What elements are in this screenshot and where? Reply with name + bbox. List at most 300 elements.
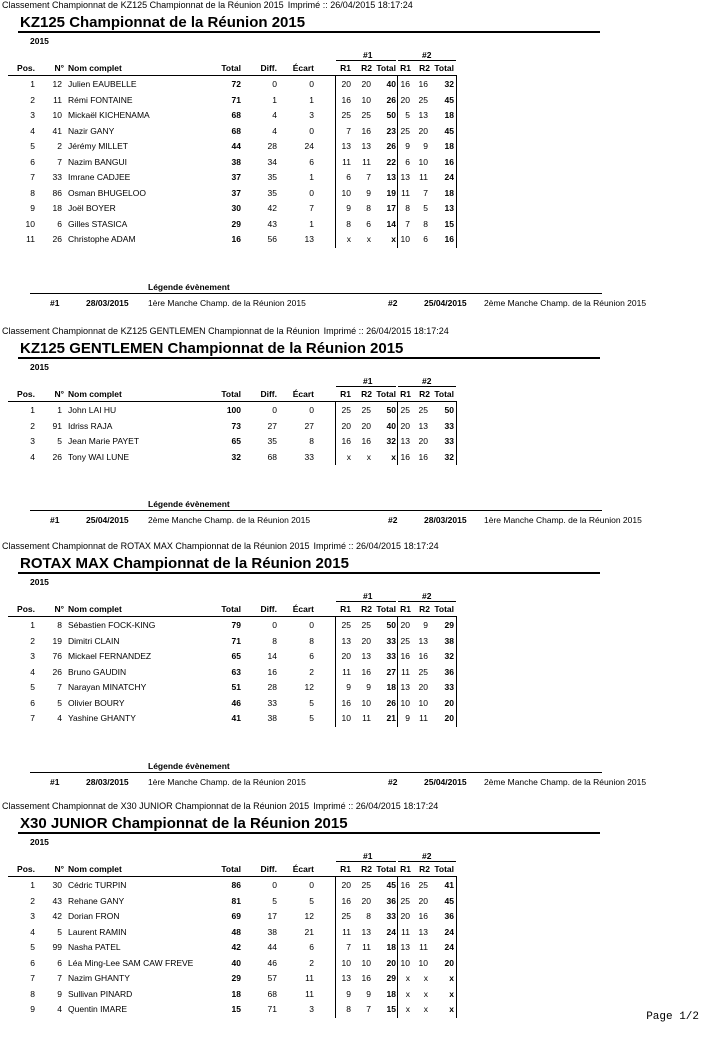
cell-pos: 3	[30, 110, 35, 120]
section-title: KZ125 Championnat de la Réunion 2015	[20, 14, 306, 31]
cell-total-e1: 45	[386, 880, 396, 890]
results-table	[0, 403, 723, 465]
cell-diff: 35	[267, 187, 277, 198]
cell-total: 69	[231, 911, 241, 921]
cell-r2-e1: 9	[366, 988, 371, 999]
legend-event-desc: 1ère Manche Champ. de la Réunion 2015	[148, 776, 306, 787]
cell-r1-e2: 8	[405, 203, 410, 213]
legend-event-id: #1	[50, 297, 60, 308]
cell-number: 7	[57, 156, 62, 167]
cell-pos: 5	[30, 682, 35, 692]
cell-r2-e1: 16	[361, 666, 371, 677]
column-header-diff: Diff.	[260, 604, 277, 614]
cell-r2-e2: 10	[418, 156, 428, 167]
cell-total-e1: 40	[386, 420, 396, 431]
cell-diff: 8	[272, 635, 277, 646]
cell-full-name: Dorian FRON	[68, 911, 120, 921]
cell-number: 76	[52, 651, 62, 661]
cell-total-e2: 32	[444, 451, 454, 462]
cell-r1-e2: 16	[400, 651, 410, 661]
cell-r1-e2: 11	[401, 187, 410, 198]
table-row	[0, 987, 723, 1003]
cell-full-name: Rémi FONTAINE	[68, 94, 133, 105]
cell-r1-e1: 20	[341, 79, 351, 89]
cell-r1-e2: 16	[400, 451, 410, 462]
table-row	[0, 77, 723, 93]
cell-r1-e2: 9	[405, 141, 410, 151]
cell-r2-e2: 7	[423, 187, 428, 198]
cell-r1-e1: 20	[341, 420, 351, 431]
cell-diff: 68	[267, 988, 277, 999]
cell-total-e2: 15	[444, 218, 454, 229]
cell-total-e1: 26	[386, 94, 396, 105]
cell-r1-e1: 25	[341, 405, 351, 415]
cell-total-e2: 16	[444, 234, 454, 244]
results-table	[0, 77, 723, 248]
table-row	[0, 1002, 723, 1018]
column-header-pos: Pos.	[17, 864, 35, 874]
cell-r2-e2: 20	[418, 436, 428, 446]
cell-r1-e2: x	[405, 1004, 410, 1014]
table-row	[0, 680, 723, 696]
cell-total: 29	[231, 218, 241, 229]
table-row	[0, 649, 723, 665]
cell-full-name: Olivier BOURY	[68, 697, 125, 708]
column-header-r1-e1: R1	[340, 63, 351, 73]
column-headers	[0, 63, 723, 74]
cell-pos: 4	[30, 926, 35, 937]
cell-pos: 1	[30, 79, 35, 89]
cell-total-e1: 26	[386, 697, 396, 708]
cell-r1-e1: x	[346, 234, 351, 244]
results-table	[0, 878, 723, 1018]
cell-pos: 7	[30, 713, 35, 723]
cell-full-name: Rehane GANY	[68, 895, 125, 906]
cell-r2-e2: 20	[418, 895, 428, 906]
cell-pos: 3	[30, 436, 35, 446]
cell-diff: 4	[272, 125, 277, 136]
group-rule	[336, 861, 396, 862]
legend-event-date: 25/04/2015	[424, 776, 467, 787]
cell-total: 51	[231, 682, 241, 692]
cell-pos: 6	[30, 697, 35, 708]
column-headers	[0, 864, 723, 875]
table-row	[0, 217, 723, 233]
cell-diff: 5	[272, 895, 277, 906]
table-row	[0, 878, 723, 894]
cell-pos: 3	[30, 911, 35, 921]
cell-r2-e2: 10	[418, 697, 428, 708]
cell-gap: 6	[309, 942, 314, 952]
cell-number: 43	[52, 895, 62, 906]
cell-total: 72	[231, 79, 241, 89]
column-header-number: N°	[54, 63, 64, 73]
cell-pos: 10	[25, 218, 35, 229]
cell-pos: 2	[30, 635, 35, 646]
column-header-r1-e1: R1	[340, 389, 351, 399]
column-header-diff: Diff.	[260, 864, 277, 874]
cell-diff: 42	[267, 203, 277, 213]
title-rule	[18, 31, 600, 33]
title-rule	[18, 572, 600, 574]
column-header-total: Total	[221, 389, 241, 399]
cell-total-e2: 24	[444, 942, 454, 952]
cell-r1-e1: 11	[342, 156, 351, 167]
cell-total: 86	[231, 880, 241, 890]
cell-r1-e1: 10	[341, 957, 351, 968]
cell-full-name: Jean Marie PAYET	[68, 436, 140, 446]
cell-r2-e2: 9	[423, 141, 428, 151]
cell-r2-e2: 6	[423, 234, 428, 244]
column-header-total-e2: Total	[434, 864, 454, 874]
column-header-total-e1: Total	[376, 604, 396, 614]
cell-total-e2: 13	[444, 203, 454, 213]
cell-r2-e1: 13	[361, 651, 371, 661]
table-row	[0, 696, 723, 712]
group-rule	[398, 386, 456, 387]
group-rule	[398, 861, 456, 862]
cell-total-e2: 18	[444, 141, 454, 151]
printed-date: Imprimé :: 26/04/2015 18:17:24	[323, 326, 449, 336]
event-group-1: #1	[363, 851, 373, 861]
cell-r2-e1: 7	[366, 172, 371, 182]
group-rule	[398, 601, 456, 602]
cell-total-e1: 36	[386, 895, 396, 906]
legend-heading: Légende évènement	[148, 499, 230, 509]
cell-pos: 3	[30, 651, 35, 661]
cell-total-e1: 33	[386, 911, 396, 921]
cell-r2-e1: 10	[361, 697, 371, 708]
cell-gap: 7	[309, 203, 314, 213]
cell-r2-e2: 25	[418, 94, 428, 105]
column-header-total-e1: Total	[376, 63, 396, 73]
cell-total-e1: 14	[386, 218, 396, 229]
cell-full-name: Quentin IMARE	[68, 1004, 128, 1014]
cell-total: 48	[231, 926, 241, 937]
cell-r2-e1: 7	[366, 1004, 371, 1014]
event-group-1: #1	[363, 50, 373, 60]
cell-full-name: Idriss RAJA	[68, 420, 113, 431]
cell-r2-e2: 25	[418, 405, 428, 415]
cell-pos: 1	[30, 405, 35, 415]
cell-total-e1: 33	[386, 651, 396, 661]
printed-date: Imprimé :: 26/04/2015 18:17:24	[287, 0, 413, 10]
season-year: 2015	[30, 362, 49, 372]
cell-gap: 11	[305, 988, 314, 999]
legend-event-date: 28/03/2015	[86, 776, 129, 787]
cell-number: 4	[57, 1004, 62, 1014]
cell-diff: 0	[272, 620, 277, 630]
cell-r1-e1: 6	[346, 172, 351, 182]
cell-total-e2: x	[449, 973, 454, 983]
cell-pos: 2	[30, 420, 35, 431]
cell-number: 41	[52, 125, 62, 136]
column-header-r2-e2: R2	[419, 864, 430, 874]
cell-number: 12	[52, 79, 62, 89]
group-rule	[336, 60, 396, 61]
cell-total: 30	[231, 203, 241, 213]
cell-gap: 0	[309, 187, 314, 198]
section-title: ROTAX MAX Championnat de la Réunion 2015	[20, 555, 349, 572]
header-rule	[8, 876, 456, 877]
cell-gap: 27	[304, 420, 314, 431]
cell-number: 19	[52, 635, 62, 646]
cell-total-e1: 33	[386, 635, 396, 646]
cell-total: 41	[231, 713, 241, 723]
cell-r1-e2: 10	[400, 697, 410, 708]
cell-total: 44	[231, 141, 241, 151]
cell-total-e2: x	[449, 1004, 454, 1014]
cell-gap: 11	[305, 973, 314, 983]
cell-number: 2	[57, 141, 62, 151]
cell-number: 1	[57, 405, 62, 415]
cell-gap: 5	[309, 895, 314, 906]
column-header-r1-e1: R1	[340, 864, 351, 874]
cell-r1-e2: 13	[400, 682, 410, 692]
cell-r2-e2: 16	[418, 911, 428, 921]
cell-full-name: Nazir GANY	[68, 125, 115, 136]
cell-r2-e1: 16	[361, 436, 371, 446]
column-header-r1-e2: R1	[400, 864, 411, 874]
printed-date: Imprimé :: 26/04/2015 18:17:24	[313, 541, 439, 551]
cell-pos: 1	[30, 880, 35, 890]
table-row	[0, 201, 723, 217]
cell-number: 26	[52, 451, 62, 462]
column-header-r2-e2: R2	[419, 389, 430, 399]
cell-full-name: Christophe ADAM	[68, 234, 136, 244]
cell-r2-e1: 9	[366, 682, 371, 692]
cell-diff: 14	[267, 651, 277, 661]
cell-pos: 2	[30, 895, 35, 906]
header-text: Classement Championnat de X30 JUNIOR Championnat de la Réunion 2015	[2, 801, 310, 811]
cell-r1-e2: 7	[405, 218, 410, 229]
table-row	[0, 434, 723, 450]
cell-r1-e2: 25	[400, 895, 410, 906]
cell-total-e2: 24	[444, 926, 454, 937]
cell-diff: 0	[272, 79, 277, 89]
cell-r2-e2: 5	[423, 203, 428, 213]
table-row	[0, 170, 723, 186]
cell-gap: 0	[309, 79, 314, 89]
cell-r1-e2: 13	[400, 942, 410, 952]
cell-r1-e2: x	[405, 988, 410, 999]
column-divider	[335, 401, 336, 465]
cell-r2-e1: 20	[361, 420, 371, 431]
table-row	[0, 711, 723, 727]
column-header-r2-e1: R2	[361, 864, 372, 874]
cell-total-e2: 36	[444, 911, 454, 921]
cell-total: 42	[231, 942, 241, 952]
cell-full-name: Julien EAUBELLE	[68, 79, 137, 89]
cell-pos: 4	[30, 451, 35, 462]
cell-total-e2: 38	[444, 635, 454, 646]
cell-total: 15	[231, 1004, 241, 1014]
legend-rule	[30, 510, 602, 511]
cell-r2-e2: 16	[418, 79, 428, 89]
section-header	[2, 0, 413, 10]
cell-full-name: Jérémy MILLET	[68, 141, 128, 151]
cell-pos: 9	[30, 203, 35, 213]
column-divider	[397, 75, 398, 248]
cell-gap: 3	[309, 110, 314, 120]
cell-r1-e2: 20	[400, 420, 410, 431]
cell-pos: 6	[30, 156, 35, 167]
cell-pos: 4	[30, 666, 35, 677]
cell-total: 81	[231, 895, 241, 906]
cell-diff: 34	[267, 156, 277, 167]
legend-event-date: 25/04/2015	[424, 297, 467, 308]
cell-diff: 28	[267, 682, 277, 692]
cell-total-e2: 24	[444, 172, 454, 182]
column-divider	[456, 75, 457, 248]
cell-r1-e1: 13	[341, 973, 351, 983]
cell-r2-e1: 25	[361, 110, 371, 120]
cell-total-e2: 32	[444, 79, 454, 89]
cell-r2-e2: x	[423, 988, 428, 999]
cell-total: 68	[231, 110, 241, 120]
cell-diff: 57	[267, 973, 277, 983]
cell-full-name: Nazim GHANTY	[68, 973, 130, 983]
cell-r1-e2: 11	[401, 926, 410, 937]
column-header-r2-e1: R2	[361, 389, 372, 399]
table-row	[0, 618, 723, 634]
cell-total: 18	[231, 988, 241, 999]
header-text: Classement Championnat de KZ125 GENTLEMEN Championnat de la Réunion	[2, 326, 320, 336]
cell-pos: 4	[30, 125, 35, 136]
legend-event-desc: 2ème Manche Champ. de la Réunion 2015	[484, 776, 647, 787]
table-row	[0, 93, 723, 109]
cell-r1-e1: 9	[346, 203, 351, 213]
cell-number: 4	[57, 713, 62, 723]
cell-r2-e2: 25	[418, 880, 428, 890]
cell-r2-e1: 16	[361, 973, 371, 983]
cell-diff: 38	[267, 926, 277, 937]
cell-pos: 8	[30, 988, 35, 999]
legend-rule	[30, 772, 602, 773]
cell-total: 71	[231, 635, 241, 646]
cell-total-e1: 21	[386, 713, 396, 723]
group-rule	[398, 60, 456, 61]
cell-diff: 46	[267, 957, 277, 968]
column-divider	[456, 616, 457, 727]
cell-diff: 16	[267, 666, 277, 677]
cell-full-name: Nazim BANGUI	[68, 156, 128, 167]
cell-total: 16	[231, 234, 241, 244]
column-header-pos: Pos.	[17, 604, 35, 614]
cell-total-e2: 33	[444, 436, 454, 446]
cell-r1-e1: 9	[346, 682, 351, 692]
cell-total-e1: 26	[386, 141, 396, 151]
column-header-r1-e2: R1	[400, 63, 411, 73]
column-header-full-name: Nom complet	[68, 389, 122, 399]
event-group-1: #1	[363, 376, 373, 386]
cell-r2-e1: 25	[361, 405, 371, 415]
cell-total-e1: 24	[386, 926, 396, 937]
column-header-gap: Écart	[292, 864, 314, 874]
cell-r2-e1: 13	[361, 141, 371, 151]
cell-gap: 5	[309, 713, 314, 723]
cell-total-e1: 20	[386, 957, 396, 968]
cell-r2-e1: 20	[361, 79, 371, 89]
cell-total-e2: 41	[444, 880, 454, 890]
cell-total-e1: 13	[386, 172, 396, 182]
column-header-diff: Diff.	[260, 63, 277, 73]
cell-number: 26	[52, 234, 62, 244]
cell-r2-e2: 13	[418, 635, 428, 646]
cell-number: 99	[52, 942, 62, 952]
cell-total: 38	[231, 156, 241, 167]
cell-total-e2: 20	[444, 957, 454, 968]
cell-number: 7	[57, 682, 62, 692]
cell-total-e1: 18	[386, 682, 396, 692]
cell-diff: 27	[267, 420, 277, 431]
legend-rule	[30, 293, 602, 294]
cell-r1-e2: 20	[400, 94, 410, 105]
column-header-gap: Écart	[292, 604, 314, 614]
cell-r2-e1: 6	[366, 218, 371, 229]
section-title: KZ125 GENTLEMEN Championnat de la Réunion 2015	[20, 340, 404, 357]
cell-r1-e2: 25	[400, 125, 410, 136]
header-rule	[8, 401, 456, 402]
cell-r1-e2: 13	[400, 436, 410, 446]
cell-full-name: Sébastien FOCK-KING	[68, 620, 156, 630]
cell-total-e1: 50	[386, 405, 396, 415]
cell-r1-e2: 25	[400, 405, 410, 415]
legend-event-desc: 1ère Manche Champ. de la Réunion 2015	[148, 297, 306, 308]
table-row	[0, 925, 723, 941]
table-row	[0, 139, 723, 155]
cell-r2-e1: 13	[361, 926, 371, 937]
cell-r2-e2: 13	[418, 926, 428, 937]
cell-total-e1: 27	[386, 666, 396, 677]
column-header-r2-e1: R2	[361, 63, 372, 73]
cell-r1-e1: 13	[341, 635, 351, 646]
cell-gap: 33	[304, 451, 314, 462]
column-header-full-name: Nom complet	[68, 63, 122, 73]
cell-gap: 1	[309, 94, 314, 105]
cell-gap: 5	[309, 697, 314, 708]
cell-full-name: John LAI HU	[68, 405, 117, 415]
cell-r1-e1: x	[346, 451, 351, 462]
cell-r1-e2: 20	[400, 620, 410, 630]
cell-total-e1: 19	[386, 187, 396, 198]
cell-full-name: Léa Ming-Lee SAM CAW FREVE	[68, 957, 194, 968]
event-group-2: #2	[422, 50, 432, 60]
group-rule	[336, 601, 396, 602]
cell-r2-e2: 13	[418, 110, 428, 120]
season-year: 2015	[30, 36, 49, 46]
column-header-r2-e1: R2	[361, 604, 372, 614]
cell-r2-e1: x	[366, 234, 371, 244]
cell-full-name: Bruno GAUDIN	[68, 666, 127, 677]
cell-r2-e2: 10	[418, 957, 428, 968]
cell-number: 42	[52, 911, 62, 921]
table-row	[0, 634, 723, 650]
cell-r2-e2: 20	[418, 682, 428, 692]
cell-diff: 68	[267, 451, 277, 462]
section-header	[2, 326, 449, 336]
cell-r1-e2: 11	[401, 666, 410, 677]
cell-total: 37	[231, 172, 241, 182]
cell-pos: 6	[30, 957, 35, 968]
cell-total-e1: 50	[386, 620, 396, 630]
cell-number: 5	[57, 926, 62, 937]
cell-gap: 8	[309, 635, 314, 646]
cell-total-e2: 20	[444, 713, 454, 723]
cell-r2-e2: 11	[419, 942, 428, 952]
cell-r1-e2: 20	[400, 911, 410, 921]
cell-total: 32	[231, 451, 241, 462]
